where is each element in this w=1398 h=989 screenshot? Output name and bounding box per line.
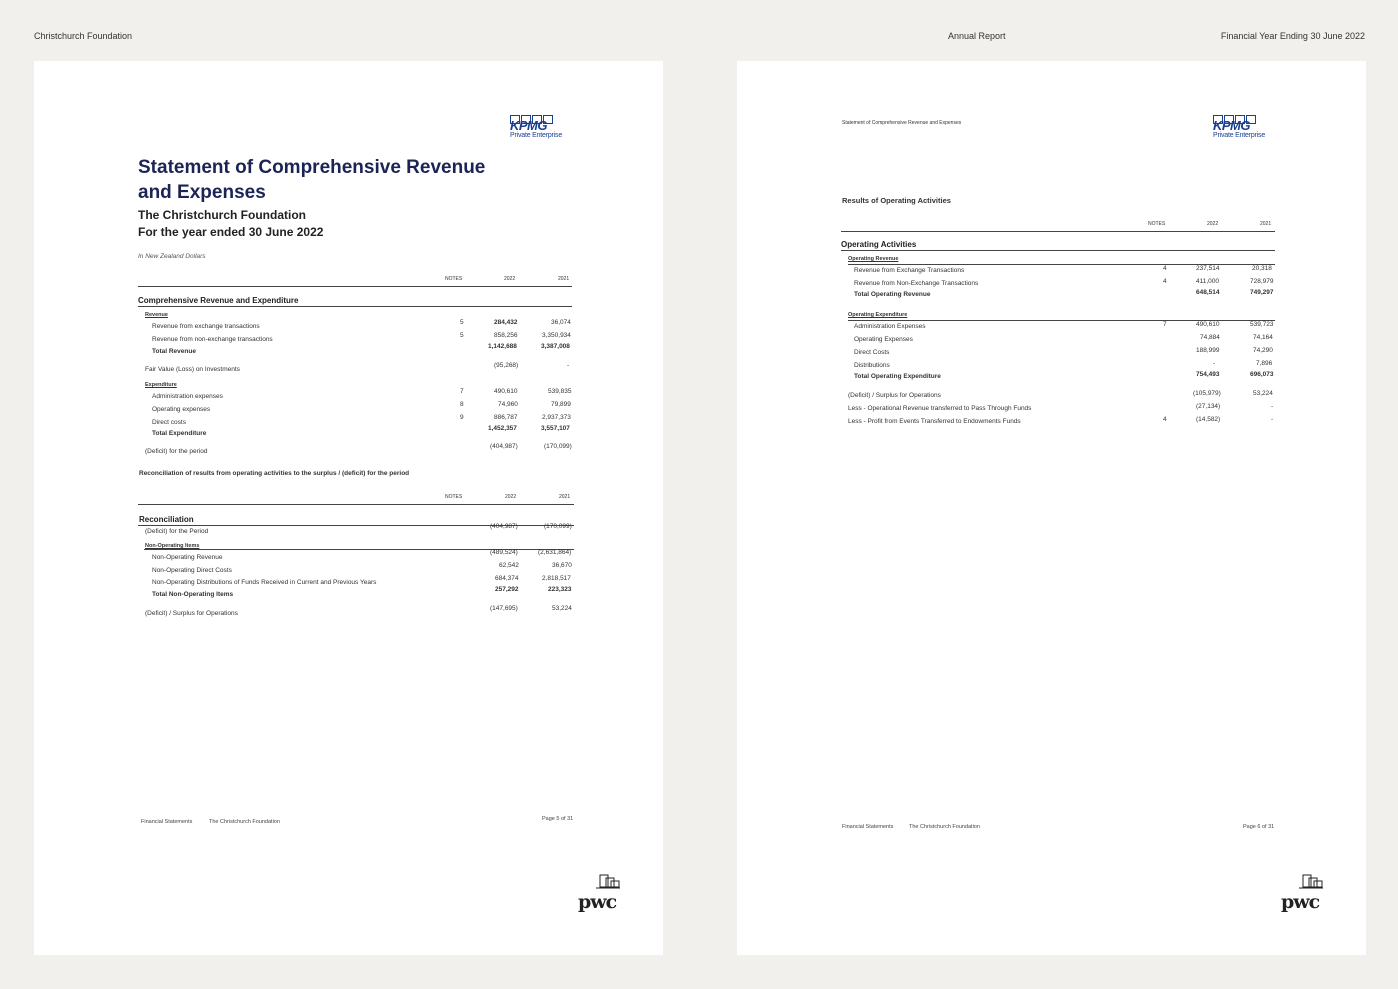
total-label: Total Operating Expenditure [854, 373, 941, 380]
non-operating-heading: Non-Operating Items [145, 543, 200, 549]
header-org-name: Christchurch Foundation [34, 31, 133, 41]
kpmg-logo [510, 115, 572, 149]
total-value-2022: 754,493 [1196, 371, 1220, 378]
operating-expenditure-heading: Operating Expenditure [848, 312, 908, 318]
divider [841, 231, 1275, 232]
divider [138, 306, 572, 307]
row-label: Non-Operating Direct Costs [152, 567, 232, 574]
row-value-2021: - [1271, 416, 1274, 423]
row-note: 7 [460, 388, 464, 395]
statement-page-right [737, 61, 1366, 955]
row-label: (Deficit) / Surplus for Operations [145, 610, 238, 617]
row-label: Revenue from non-exchange transactions [152, 336, 273, 343]
total-label: Total Operating Revenue [854, 291, 931, 298]
row-value-2022: 237,514 [1196, 265, 1220, 272]
row-label: Operating Expenses [854, 336, 913, 343]
section-heading: Comprehensive Revenue and Expenditure [138, 296, 299, 305]
footer-doc-title: Financial Statements [141, 819, 193, 825]
row-value-2022: 188,999 [1196, 347, 1220, 354]
row-value-2021: 36,670 [552, 562, 572, 569]
pwc-logo [578, 873, 622, 913]
row-value-2021: 3,350,934 [542, 332, 571, 339]
kpmg-subtitle: Private Enterprise [510, 132, 563, 139]
total-value-2021: 3,557,107 [541, 425, 570, 432]
pwc-building-icon [1299, 873, 1323, 889]
divider [138, 504, 574, 505]
row-value-2022: (95,268) [494, 362, 519, 369]
row-label: (Deficit) for the Period [145, 528, 209, 535]
row-note: 9 [460, 414, 464, 421]
total-value-2021: 3,387,008 [541, 343, 570, 350]
row-label: Distributions [854, 362, 890, 369]
row-value-2022: 684,374 [495, 575, 519, 582]
row-label: Operating expenses [152, 406, 211, 413]
page-top-label: Statement of Comprehensive Revenue and Expenses [842, 120, 962, 126]
row-value-2021: 53,224 [552, 605, 572, 612]
row-value-2022: 490,610 [494, 388, 518, 395]
row-value-2022: (489,524) [490, 549, 518, 556]
total-value-2021: 223,323 [548, 586, 572, 593]
total-label: Total Non-Operating Items [152, 591, 234, 598]
col-notes-header: NOTES [1148, 221, 1166, 227]
row-value-2021: 79,899 [551, 401, 571, 408]
divider [138, 286, 572, 287]
row-value-2022: 284,432 [494, 319, 518, 326]
col-2022-header: 2022 [1207, 221, 1219, 227]
row-value-2022: 74,960 [498, 401, 518, 408]
divider [841, 250, 1275, 251]
col-2022-header: 2022 [504, 276, 516, 282]
total-value-2021: 749,297 [1250, 289, 1274, 296]
row-label: Non-Operating Distributions of Funds Received in Current and Previous Years [152, 579, 377, 586]
kpmg-wordmark: KPMG [510, 118, 547, 133]
col-2021-header: 2021 [1260, 221, 1272, 227]
row-value-2021: 539,835 [548, 388, 572, 395]
row-note: 4 [1163, 265, 1167, 272]
total-value-2022: 648,514 [1196, 289, 1220, 296]
col-2021-header: 2021 [559, 494, 571, 500]
row-value-2022: 62,542 [499, 562, 519, 569]
row-value-2021: 2,937,373 [542, 414, 571, 421]
page-title: Statement of Comprehensive Revenue and Expenses [138, 157, 486, 203]
total-value-2022: 257,292 [495, 586, 519, 593]
row-value-2021: 7,896 [1256, 360, 1273, 367]
row-label: Less - Operational Revenue transferred to Pass Through Funds [848, 405, 1032, 412]
row-label: Direct costs [152, 419, 186, 426]
col-2022-header: 2022 [505, 494, 517, 500]
row-label: (Deficit) for the period [145, 448, 208, 455]
row-value-2022: (105,979) [1193, 390, 1221, 397]
row-value-2022: (27,134) [1196, 403, 1221, 410]
row-label: (Deficit) / Surplus for Operations [848, 392, 941, 399]
row-value-2021: 728,979 [1250, 278, 1274, 285]
row-value-2021: 36,074 [551, 319, 571, 326]
row-value-2021: - [1271, 403, 1274, 410]
operating-revenue-heading: Operating Revenue [848, 256, 899, 262]
row-value-2021: 2,818,517 [542, 575, 571, 582]
row-note: 5 [460, 319, 464, 326]
col-notes-header: NOTES [445, 494, 463, 500]
currency-note: In New Zealand Dollars [138, 253, 206, 260]
row-label: Revenue from Non-Exchange Transactions [854, 280, 979, 287]
footer-page-number: Page 6 of 31 [1243, 824, 1275, 830]
header-report-title: Annual Report [948, 31, 1006, 41]
row-value-2021: 20,318 [1252, 265, 1272, 272]
row-value-2021: 74,290 [1253, 347, 1273, 354]
row-label: Non-Operating Revenue [152, 554, 223, 561]
row-label: Less - Profit from Events Transferred to Endowments Funds [848, 418, 1021, 425]
section-heading: Operating Activities [841, 240, 917, 249]
total-value-2022: 1,452,357 [488, 425, 517, 432]
row-label: Fair Value (Loss) on Investments [145, 366, 240, 373]
section-heading: Reconciliation [139, 515, 194, 524]
footer-doc-title: Financial Statements [842, 824, 894, 830]
col-2021-header: 2021 [558, 276, 570, 282]
row-note: 4 [1163, 278, 1167, 285]
total-value-2021: 696,073 [1250, 371, 1274, 378]
revenue-heading: Revenue [145, 312, 168, 318]
row-value-2021: (170,099) [544, 443, 572, 450]
row-value-2022: (404,987) [490, 523, 518, 530]
row-value-2022: (147,695) [490, 605, 518, 612]
row-value-2022: (14,582) [1196, 416, 1221, 423]
total-value-2022: 1,142,688 [488, 343, 517, 350]
row-note: 5 [460, 332, 464, 339]
row-note: 8 [460, 401, 464, 408]
row-value-2021: - [567, 362, 570, 369]
row-value-2022: 74,884 [1200, 334, 1220, 341]
row-value-2022: 858,256 [494, 332, 518, 339]
row-label: Administration Expenses [854, 323, 926, 330]
pwc-logo [1281, 873, 1325, 913]
col-notes-header: NOTES [445, 276, 463, 282]
kpmg-subtitle: Private Enterprise [1213, 132, 1266, 139]
footer-page-number: Page 5 of 31 [542, 816, 574, 822]
row-value-2021: 53,224 [1253, 390, 1273, 397]
header-financial-year: Financial Year Ending 30 June 2022 [1220, 31, 1365, 41]
org-name: The Christchurch Foundation [138, 208, 306, 222]
row-value-2022: (404,987) [490, 443, 518, 450]
row-value-2022: 886,787 [494, 414, 518, 421]
expenditure-heading: Expenditure [145, 382, 177, 388]
row-label: Revenue from exchange transactions [152, 323, 260, 330]
kpmg-wordmark: KPMG [1213, 118, 1250, 133]
statement-page-left [34, 61, 663, 955]
total-label: Total Revenue [152, 348, 196, 355]
row-label: Direct Costs [854, 349, 890, 356]
pwc-wordmark: pwc [578, 891, 617, 913]
section-heading: Reconciliation of results from operating activities to the surplus / (deficit) for the period [139, 470, 410, 477]
total-label: Total Expenditure [152, 430, 207, 437]
period-label: For the year ended 30 June 2022 [138, 225, 324, 239]
footer-org: The Christchurch Foundation [909, 824, 980, 830]
pwc-wordmark: pwc [1281, 891, 1320, 913]
pwc-building-icon [596, 873, 620, 889]
row-value-2022: 490,610 [1196, 321, 1220, 328]
row-label: Administration expenses [152, 393, 223, 400]
row-value-2021: (2,631,864) [538, 549, 572, 556]
row-value-2022: - [1213, 360, 1216, 367]
row-value-2022: 411,000 [1196, 278, 1220, 285]
kpmg-logo [1213, 115, 1275, 149]
row-value-2021: (170,099) [544, 523, 572, 530]
row-note: 4 [1163, 416, 1167, 423]
row-note: 7 [1163, 321, 1167, 328]
footer-org: The Christchurch Foundation [209, 819, 280, 825]
row-value-2021: 539,723 [1250, 321, 1274, 328]
page-title: Results of Operating Activities [842, 196, 951, 205]
row-value-2021: 74,164 [1253, 334, 1273, 341]
row-label: Revenue from Exchange Transactions [854, 267, 965, 274]
